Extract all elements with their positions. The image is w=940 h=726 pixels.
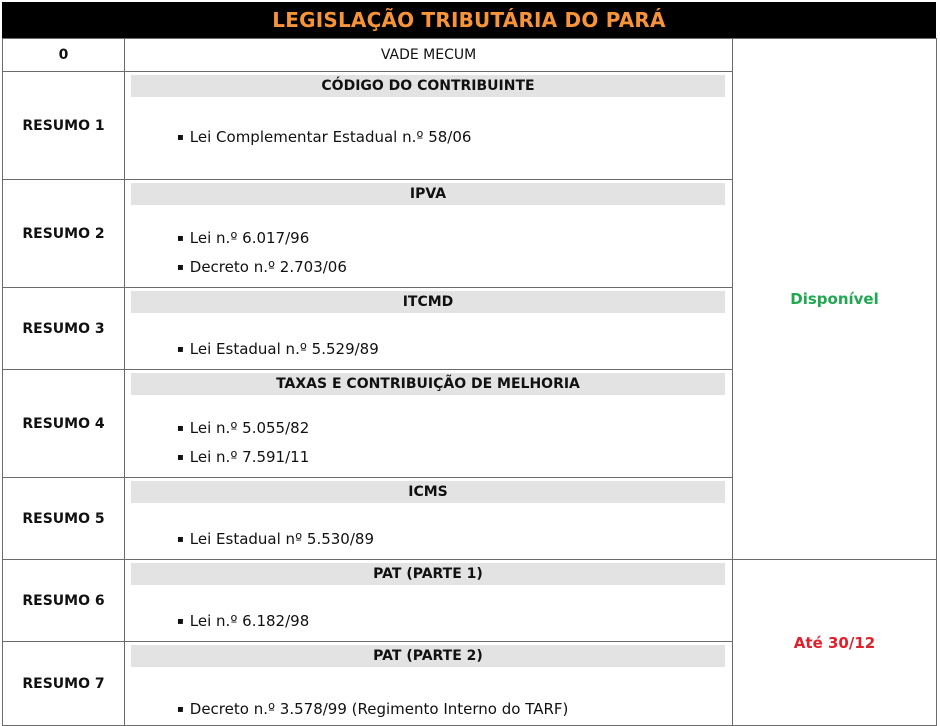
section-header: ITCMD bbox=[131, 291, 725, 313]
section-header: TAXAS E CONTRIBUIÇÃO DE MELHORIA bbox=[131, 373, 725, 395]
bullet-icon: ▪ bbox=[177, 262, 184, 273]
bullet-icon: ▪ bbox=[177, 704, 184, 715]
resumo-label: RESUMO 7 bbox=[3, 642, 125, 726]
resumo-label: RESUMO 2 bbox=[3, 180, 125, 288]
list-item: ▪ Lei n.º 6.182/98 bbox=[177, 612, 310, 630]
bullet-icon: ▪ bbox=[177, 452, 184, 463]
table-row bbox=[3, 560, 937, 642]
bullet-icon: ▪ bbox=[177, 534, 184, 545]
resumo-label: RESUMO 1 bbox=[3, 72, 125, 180]
bullet-icon: ▪ bbox=[177, 132, 184, 143]
section-header: PAT (PARTE 2) bbox=[131, 645, 725, 667]
law-list bbox=[177, 415, 309, 473]
list-item: ▪ Lei n.º 7.591/11 bbox=[177, 448, 310, 466]
list-item: ▪ Lei Estadual n.º 5.529/89 bbox=[177, 340, 379, 358]
list-item: ▪ Decreto n.º 2.703/06 bbox=[177, 258, 347, 276]
document-frame bbox=[2, 2, 936, 718]
document-title: LEGISLAÇÃO TRIBUTÁRIA DO PARÁ bbox=[2, 2, 936, 38]
list-item: ▪ Decreto n.º 3.578/99 (Regimento Interno do TARF) bbox=[177, 700, 569, 718]
bullet-icon: ▪ bbox=[177, 423, 184, 434]
row-number: 0 bbox=[3, 39, 125, 72]
table-row-vade-mecum bbox=[3, 39, 937, 72]
resumo-label: RESUMO 3 bbox=[3, 288, 125, 370]
section-header: CÓDIGO DO CONTRIBUINTE bbox=[131, 75, 725, 97]
resumo-label: RESUMO 6 bbox=[3, 560, 125, 642]
law-list bbox=[177, 124, 471, 153]
section-header: PAT (PARTE 1) bbox=[131, 563, 725, 585]
section-header: ICMS bbox=[131, 481, 725, 503]
legislation-table bbox=[2, 38, 937, 726]
law-list bbox=[177, 526, 374, 555]
vade-mecum-label: VADE MECUM bbox=[125, 39, 733, 72]
list-item: ▪ Lei Complementar Estadual n.º 58/06 bbox=[177, 128, 472, 146]
bullet-icon: ▪ bbox=[177, 344, 184, 355]
law-list bbox=[177, 696, 568, 725]
law-list bbox=[177, 225, 347, 283]
status-pending: Até 30/12 bbox=[733, 560, 937, 726]
resumo-label: RESUMO 5 bbox=[3, 478, 125, 560]
bullet-icon: ▪ bbox=[177, 616, 184, 627]
bullet-icon: ▪ bbox=[177, 233, 184, 244]
list-item: ▪ Lei Estadual nº 5.530/89 bbox=[177, 530, 374, 548]
law-list bbox=[177, 336, 379, 365]
list-item: ▪ Lei n.º 5.055/82 bbox=[177, 419, 310, 437]
law-list bbox=[177, 608, 309, 637]
list-item: ▪ Lei n.º 6.017/96 bbox=[177, 229, 310, 247]
resumo-label: RESUMO 4 bbox=[3, 370, 125, 478]
status-available: Disponível bbox=[733, 39, 937, 560]
section-header: IPVA bbox=[131, 183, 725, 205]
